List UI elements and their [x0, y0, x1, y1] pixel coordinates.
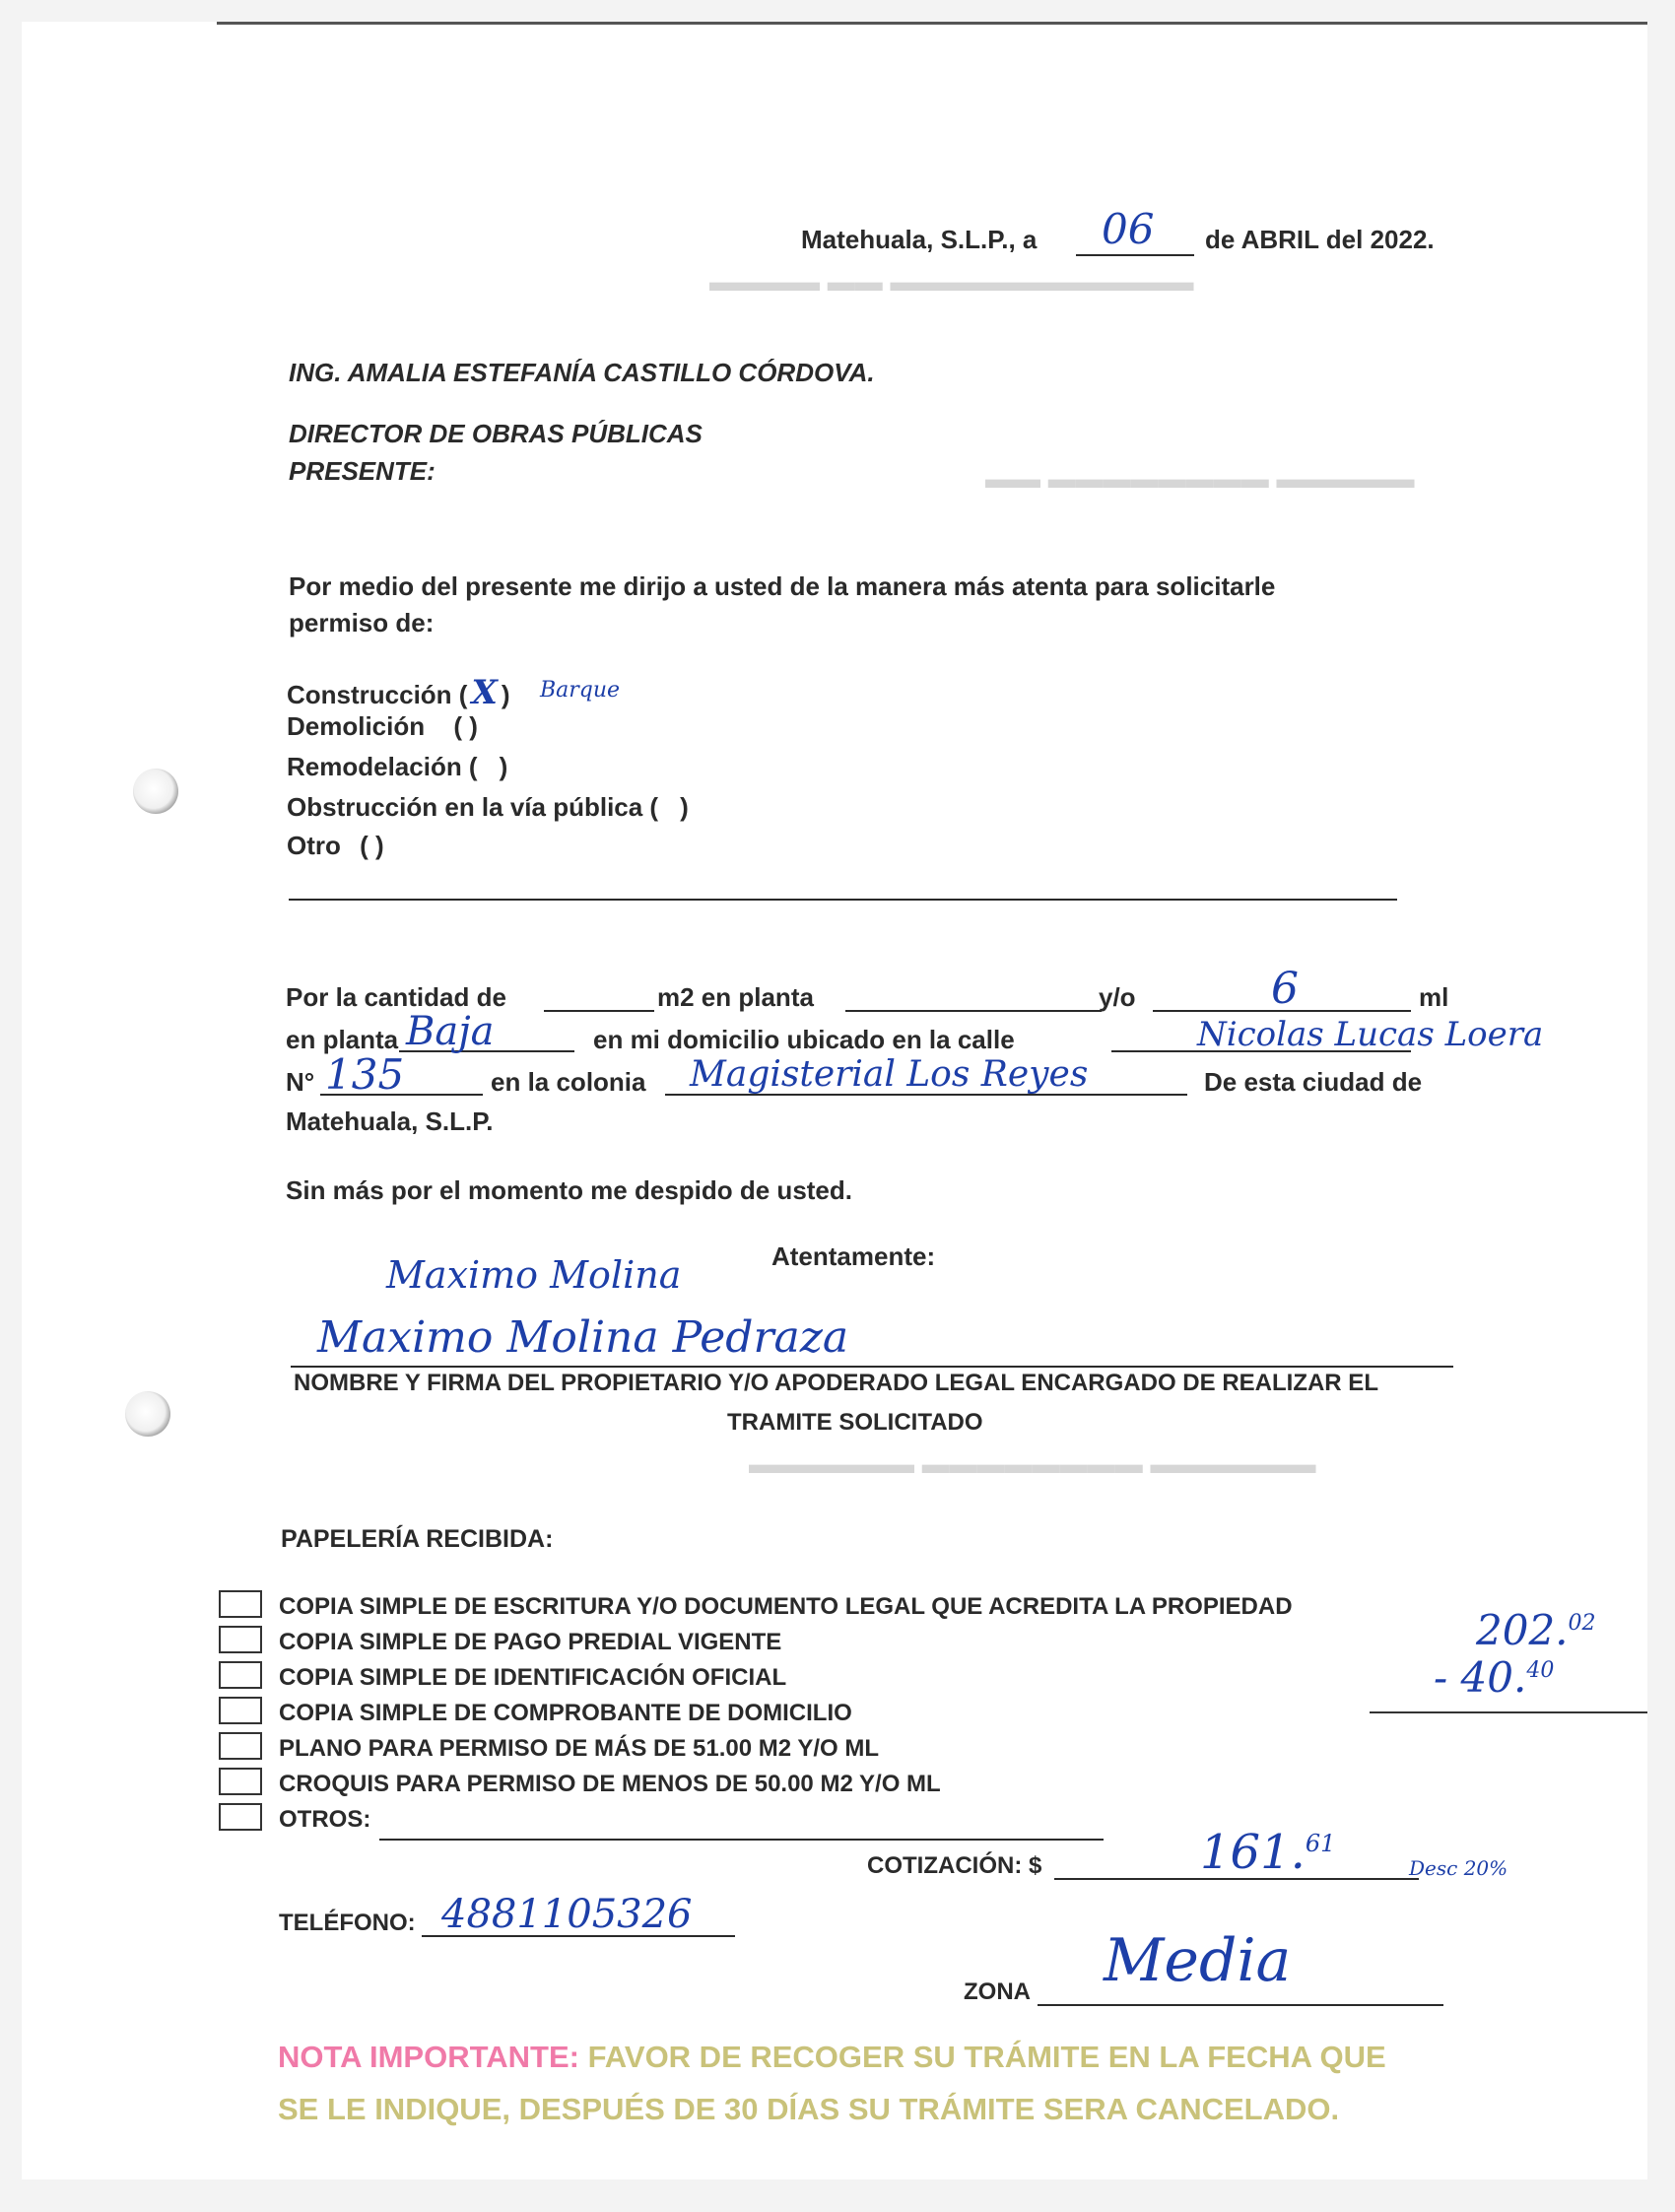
permit-other-label: Otro [287, 831, 341, 860]
permit-other [287, 831, 384, 861]
qty-planta-line [845, 1010, 1102, 1012]
number-value: 135 [325, 1050, 405, 1099]
permit-construction [287, 673, 510, 712]
permit-construction-close: ) [501, 680, 510, 709]
quote-value-integer: 161. [1200, 1825, 1306, 1880]
permit-other-checkbox: ( ) [360, 831, 384, 860]
punch-hole-top [133, 769, 178, 814]
doc-item-1: COPIA SIMPLE DE ESCRITURA Y/O DOCUMENTO LEGAL QUE ACREDITA LA PROPIEDAD [279, 1593, 1293, 1620]
floor-value: Baja [406, 1009, 495, 1054]
calc-discount-integer: - 40. [1434, 1653, 1527, 1702]
signature: Maximo Molina [386, 1253, 682, 1297]
punch-hole-bottom [125, 1391, 170, 1437]
street-value: Nicolas Lucas Loera [1197, 1015, 1544, 1054]
recipient-name: ING. AMALIA ESTEFANÍA CASTILLO CÓRDOVA. [289, 358, 875, 387]
permit-obstruction [287, 792, 689, 823]
calc-amount [1476, 1606, 1596, 1654]
permit-demolition-checkbox: ( ) [453, 711, 478, 741]
calc-discount-cents: 40 [1526, 1658, 1555, 1683]
city-value: Matehuala, S.L.P. [286, 1106, 494, 1136]
qty-label-1: Por la cantidad de [286, 982, 506, 1012]
quote-value-cents: 61 [1305, 1830, 1336, 1857]
permit-construction-label: Construcción ( [287, 680, 468, 709]
signature-line [291, 1366, 1453, 1368]
number-label: N° [286, 1067, 315, 1097]
colony-label: en la colonia [491, 1067, 646, 1097]
doc-item-4: COPIA SIMPLE DE COMPROBANTE DE DOMICILIO [279, 1700, 852, 1726]
qty-label-4: ml [1419, 982, 1449, 1012]
qty-label-3: y/o [1099, 982, 1136, 1012]
permit-demolition-label: Demolición [287, 711, 426, 741]
form-sheet [22, 22, 1647, 2179]
doc-item-2: COPIA SIMPLE DE PAGO PREDIAL VIGENTE [279, 1629, 782, 1655]
street-label: en mi domicilio ubicado en la calle [593, 1025, 1015, 1054]
doc-checkbox-3[interactable] [219, 1661, 262, 1689]
day-value: 06 [1102, 205, 1155, 253]
zone-label: ZONA [964, 1978, 1031, 2005]
colony-value: Magisterial Los Reyes [690, 1054, 1089, 1095]
recipient-position: DIRECTOR DE OBRAS PÚBLICAS [289, 419, 703, 448]
important-note-text-1: FAVOR DE RECOGER SU TRÁMITE EN LA FECHA QUE [587, 2040, 1386, 2074]
permit-obstruction-close: ) [680, 792, 689, 822]
permit-construction-note: Barque [540, 678, 621, 703]
phone-value: 4881105326 [441, 1892, 693, 1937]
phone-label: TELÉFONO: [279, 1910, 416, 1936]
intro-line-2: permiso de: [289, 608, 435, 637]
important-note-label: NOTA IMPORTANTE: [278, 2040, 579, 2074]
doc-checkbox-2[interactable] [219, 1626, 262, 1653]
important-note-line-1 [278, 2040, 1386, 2075]
calc-amount-cents: 02 [1568, 1611, 1596, 1636]
zone-line [1038, 2004, 1443, 2006]
permit-construction-mark: X [471, 673, 498, 712]
signer-label-1: NOMBRE Y FIRMA DEL PROPIETARIO Y/O APODERADO LEGAL ENCARGADO DE REALIZAR EL [294, 1370, 1378, 1396]
calc-amount-integer: 202. [1476, 1606, 1569, 1654]
doc-item-5: PLANO PARA PERMISO DE MÁS DE 51.00 M2 Y/O ML [279, 1735, 879, 1762]
doc-item-6: CROQUIS PARA PERMISO DE MENOS DE 50.00 M2 Y/O ML [279, 1771, 941, 1797]
day-line [1076, 254, 1194, 256]
quote-value [1200, 1825, 1335, 1880]
signer-full-name: Maximo Molina Pedraza [317, 1312, 849, 1363]
bleed-through-2: ▬▬ ▬▬▬▬▬▬▬▬ ▬▬▬▬▬ [985, 463, 1415, 494]
recipient-greeting: PRESENTE: [289, 456, 436, 486]
qty-ml-value: 6 [1271, 964, 1299, 1014]
others-line [379, 1839, 1104, 1841]
doc-checkbox-7[interactable] [219, 1803, 262, 1831]
permit-remodel [287, 752, 507, 782]
month-year: de ABRIL del 2022. [1205, 225, 1435, 254]
other-blank-line [289, 899, 1397, 901]
doc-checkbox-5[interactable] [219, 1732, 262, 1760]
signer-label-2: TRAMITE SOLICITADO [727, 1409, 983, 1436]
calc-discount [1434, 1653, 1554, 1702]
calc-sum-line [1370, 1711, 1647, 1713]
intro-line-1: Por medio del presente me dirijo a usted de la manera más atenta para solicitarle [289, 571, 1276, 601]
permit-remodel-close: ) [499, 752, 508, 781]
doc-checkbox-1[interactable] [219, 1590, 262, 1618]
doc-item-7: OTROS: [279, 1806, 371, 1833]
doc-checkbox-4[interactable] [219, 1697, 262, 1724]
regards: Atentamente: [771, 1241, 936, 1271]
doc-item-3: COPIA SIMPLE DE IDENTIFICACIÓN OFICIAL [279, 1664, 787, 1691]
city-label: De esta ciudad de [1204, 1067, 1423, 1097]
important-note-text-2: SE LE INDIQUE, DESPUÉS DE 30 DÍAS SU TRÁMITE SERA CANCELADO. [278, 2092, 1340, 2126]
permit-remodel-label: Remodelación ( [287, 752, 478, 781]
quote-discount-note: Desc 20% [1409, 1856, 1508, 1880]
bleed-through-3: ▬▬▬▬▬▬ ▬▬▬▬▬▬▬▬ ▬▬▬▬▬▬ [749, 1448, 1316, 1479]
doc-checkbox-6[interactable] [219, 1768, 262, 1795]
documents-title: PAPELERÍA RECIBIDA: [281, 1525, 554, 1553]
qty-m2-line [544, 1010, 654, 1012]
place-label: Matehuala, S.L.P., a [801, 225, 1038, 254]
top-edge-line [217, 22, 1647, 25]
permit-demolition [287, 711, 478, 742]
quote-label: COTIZACIÓN: $ [867, 1852, 1042, 1879]
permit-obstruction-label: Obstrucción en la vía pública ( [287, 792, 659, 822]
farewell: Sin más por el momento me despido de usted. [286, 1175, 852, 1205]
zone-value: Media [1104, 1926, 1292, 1995]
qty-label-2: m2 en planta [657, 982, 814, 1012]
floor-label: en planta [286, 1025, 399, 1054]
bleed-through-1: ▬▬▬▬ ▬▬ ▬▬▬▬▬▬▬▬▬▬▬ [709, 266, 1194, 297]
